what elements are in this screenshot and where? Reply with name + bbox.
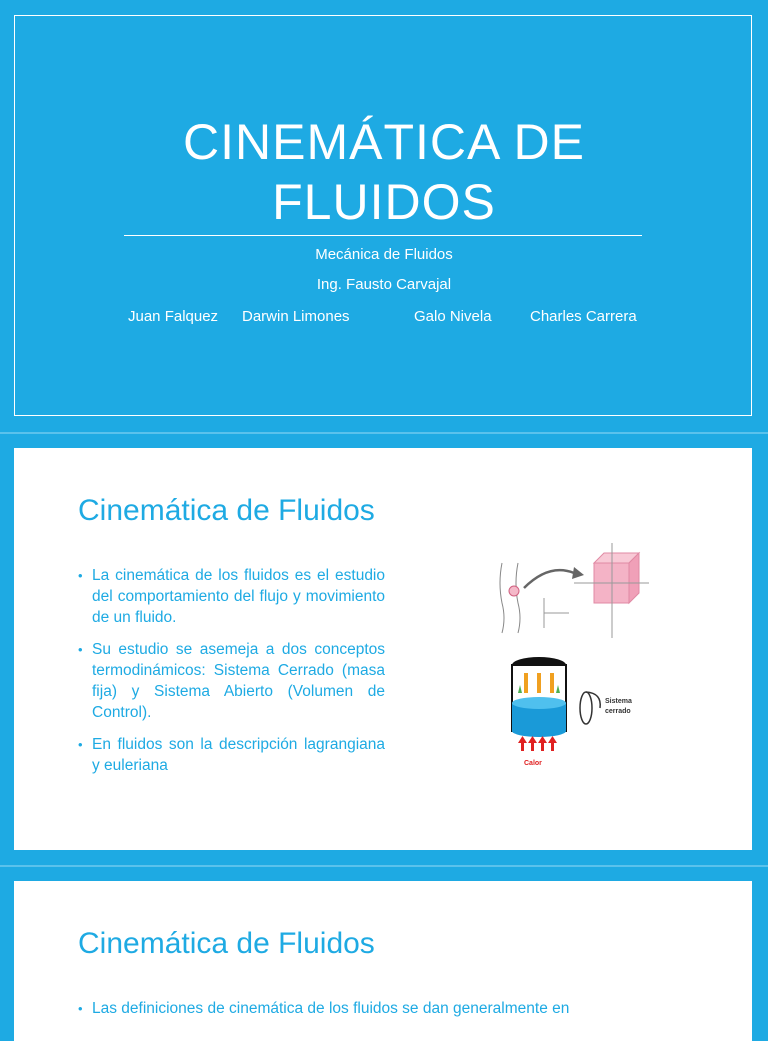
bullet-item: • Las definiciones de cinemática de los fluidos se dan generalmente en	[78, 998, 688, 1019]
fluid-element-diagram	[494, 543, 649, 638]
sistema-label: Sistema	[605, 698, 632, 705]
bullet-item: • En fluidos son la descripción lagrangiana y euleriana	[78, 734, 385, 776]
author-name: Charles Carrera	[530, 308, 637, 325]
presentation-title	[0, 112, 768, 232]
author-name: Galo Nivela	[414, 308, 492, 325]
title-line-1: CINEMÁTICA DE	[183, 114, 585, 170]
cerrado-label: cerrado	[605, 708, 631, 715]
calor-label: Calor	[524, 760, 542, 767]
content-slide	[14, 881, 752, 1041]
bullet-list	[78, 998, 688, 1030]
closed-system-diagram	[504, 653, 644, 773]
bullet-item: • Su estudio se asemeja a dos conceptos termodinámicos: Sistema Cerrado (masa fija) y Sistema Abierto (Volumen de Control).	[78, 639, 385, 723]
bullet-item: • La cinemática de los fluidos es el estudio del comportamiento del flujo y movimiento de un fluido.	[78, 565, 385, 628]
title-slide	[0, 0, 768, 432]
title-divider	[124, 235, 642, 236]
author-name: Darwin Limones	[242, 308, 350, 325]
slide-separator	[0, 865, 768, 867]
professor-name: Ing. Fausto Carvajal	[316, 276, 452, 293]
slide-title: Cinemática de Fluidos	[78, 494, 375, 527]
title-line-2: FLUIDOS	[272, 174, 496, 230]
course-name: Mecánica de Fluidos	[315, 246, 453, 263]
slide-separator	[0, 432, 768, 434]
bullet-list	[78, 565, 385, 787]
slide-title: Cinemática de Fluidos	[78, 927, 375, 960]
author-name: Juan Falquez	[128, 308, 219, 325]
content-slide	[14, 448, 752, 850]
